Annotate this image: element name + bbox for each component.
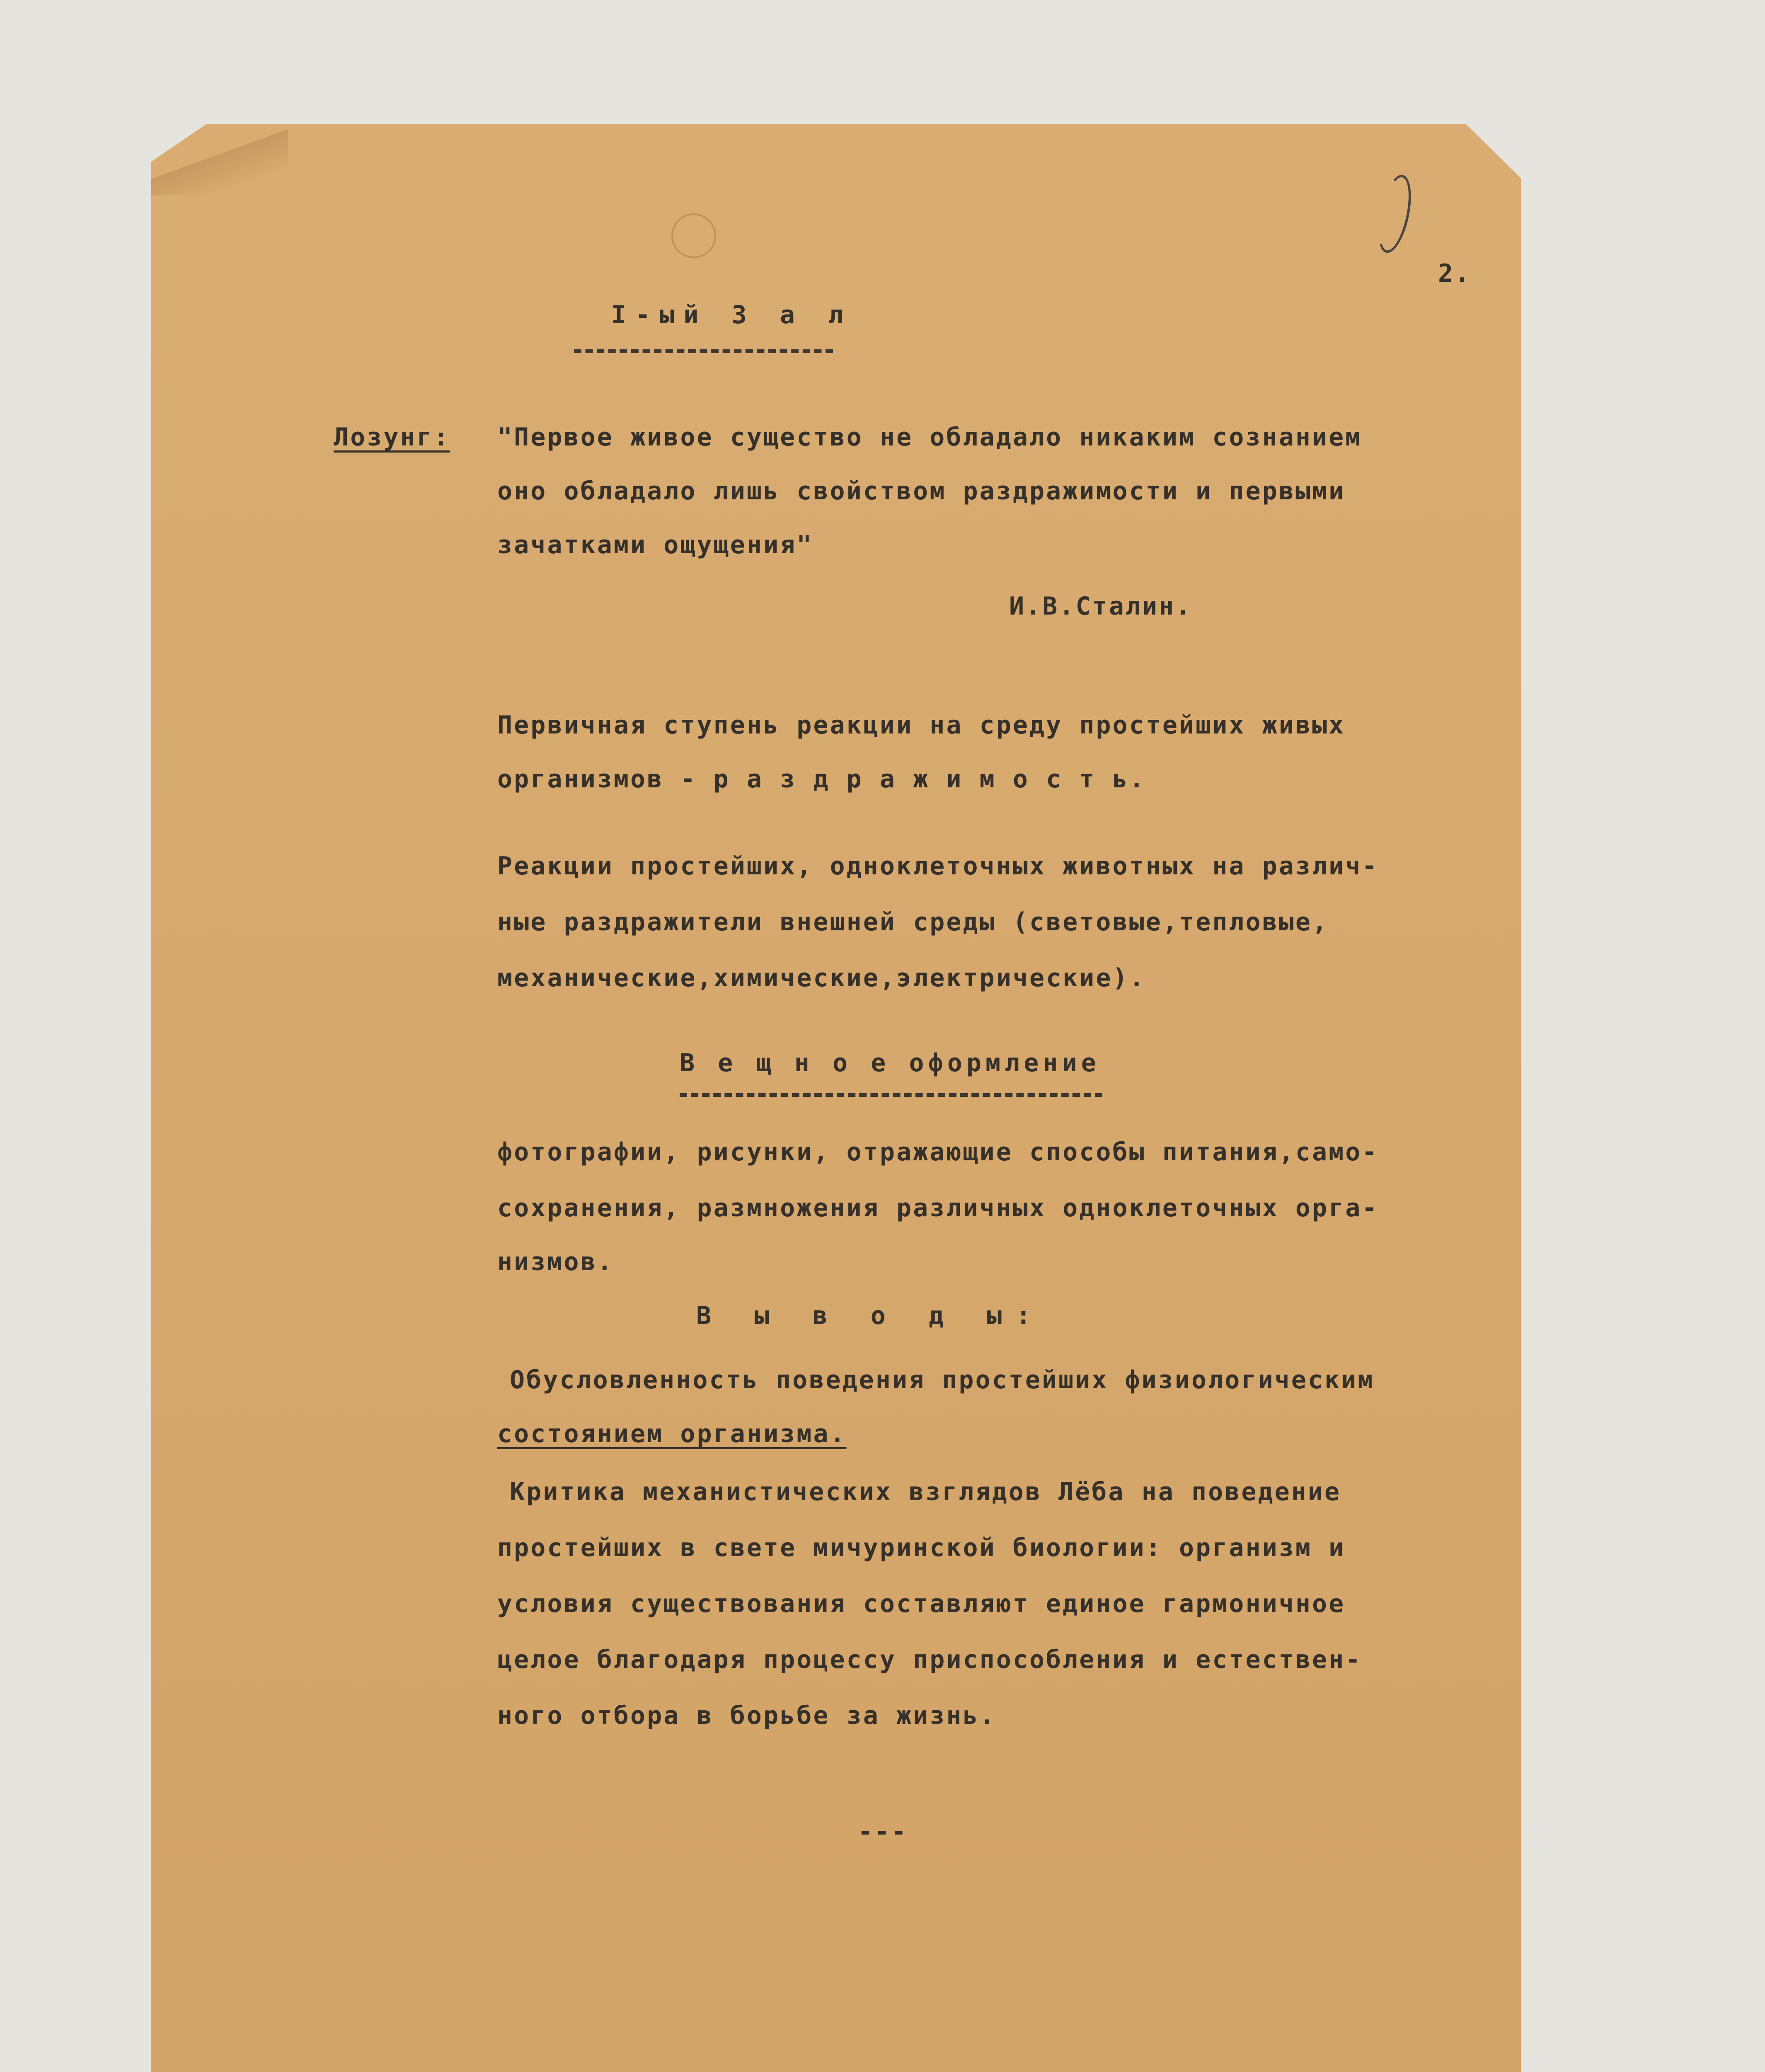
paragraph-line: целое благодаря процессу приспособления и естествен-	[497, 1645, 1362, 1674]
paragraph-line: простейших в свете мичуринской биологии: организм и	[497, 1533, 1346, 1562]
page-number: 2.	[1438, 259, 1472, 288]
motto-line: "Первое живое существо не обладало никаким сознанием	[497, 423, 1362, 452]
paragraph-line: механические,химические,электрические).	[497, 963, 1146, 992]
conclusions-heading: В ы в о д ы:	[696, 1301, 1045, 1330]
paragraph-line: Обусловленность поведения простейших физиологическим	[510, 1365, 1375, 1394]
page-title: I-ый З а л	[611, 300, 852, 329]
design-heading: В е щ н о е оформление	[680, 1048, 1100, 1077]
paragraph-line: Реакции простейших, одноклеточных животных на различ-	[497, 852, 1379, 881]
motto-author: И.В.Сталин.	[1009, 592, 1192, 621]
folded-corner	[151, 124, 288, 195]
paragraph-line: ные раздражители внешней среды (световые,тепловые,	[497, 908, 1329, 937]
paragraph-line: организмов - р а з д р а ж и м о с т ь.	[497, 765, 1146, 794]
title-underline	[574, 349, 833, 353]
motto-line: зачатками ощущения"	[497, 530, 813, 559]
paragraph-line: сохранения, размножения различных одноклеточных орга-	[497, 1193, 1379, 1222]
paragraph-line: Первичная ступень реакции на среду простейших живых	[497, 711, 1346, 740]
paragraph-line: ного отбора в борьбе за жизнь.	[497, 1701, 996, 1730]
motto-line: оно обладало лишь свойством раздражимости и первыми	[497, 477, 1346, 506]
motto-label: Лозунг:	[334, 423, 450, 452]
paragraph-line: Критика механистических взглядов Лёба на поведение	[510, 1477, 1341, 1506]
paragraph-line: условия существования составляют единое гармоничное	[497, 1589, 1346, 1618]
design-heading-underline	[680, 1093, 1102, 1097]
paragraph-line: низмов.	[497, 1247, 614, 1276]
faint-stamp-mark	[671, 213, 716, 258]
paragraph-line: состоянием организма.	[497, 1419, 847, 1448]
paragraph-line: фотографии, рисунки, отражающие способы питания,само-	[497, 1138, 1379, 1167]
end-mark: ---	[858, 1817, 908, 1846]
document-page	[151, 124, 1521, 2072]
